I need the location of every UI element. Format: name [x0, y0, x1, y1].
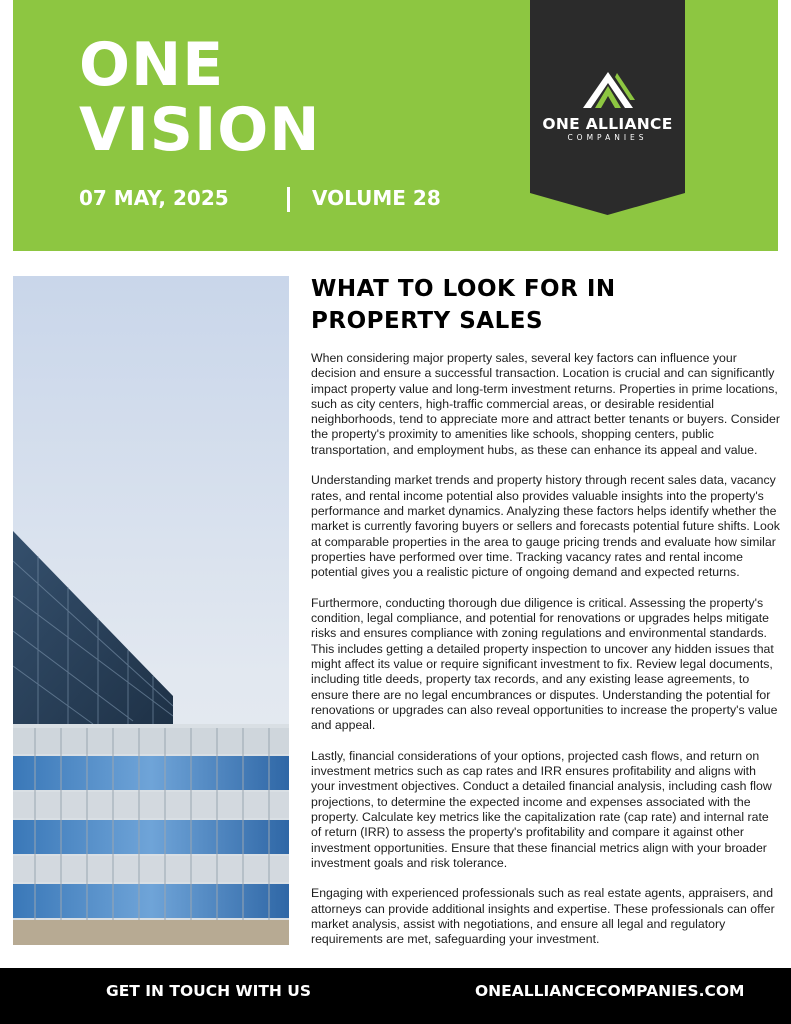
footer-bar	[0, 968, 791, 1024]
article-paragraph: When considering major property sales, several key factors can influence your decision and ensure a successful transaction. Location is crucial and can significantly impact property value and long-term investment returns. Properties in prime locations, such as city centers, high-traffic commercial areas, or desirable residential neighborhoods, tend to appreciate more and attract better tenants or buyers. Consider the property's proximity to amenities like schools, shopping centers, public transportation, and employment hubs, as these can enhance its appeal and value.	[311, 351, 780, 457]
issue-volume: VOLUME 28	[312, 186, 441, 210]
website-link[interactable]: ONEALLIANCECOMPANIES.COM	[475, 982, 745, 1000]
logo-name: ONE ALLIANCE	[542, 115, 673, 133]
article-paragraph: Understanding market trends and property history through recent sales data, vacancy rates, and rental income potential also provides valuable insights into the property's performance and market dynamics. Analyzing these factors helps identify whether the market is currently favoring buyers or sellers and forecasts potential future shifts. Look at comparable properties in the area to gauge pricing trends and evaluate how similar properties have performed over time. Tracking vacancy rates and rental income potential gives you a realistic picture of ongoing demand and expected returns.	[311, 473, 780, 580]
article-title-line2: PROPERTY SALES	[311, 308, 544, 334]
article-body	[311, 351, 781, 963]
roof-chevron-icon	[577, 70, 639, 110]
article-paragraph: Furthermore, conducting thorough due diligence is critical. Assessing the property's condition, legal compliance, and potential for renovations or upgrades helps mitigate risks and ensures compliance with zoning regulations and environmental standards. This includes getting a detailed property inspection to uncover any hidden issues that might affect its value or require significant investment to fix. Review legal documents, including title deeds, property tax records, and any existing lease agreements, to ensure there are no legal encumbrances or disputes. Understanding the potential for renovations or upgrades can also reveal opportunities to increase the property's value and appeal.	[311, 595, 778, 733]
header-divider	[287, 187, 290, 212]
logo-subtitle: COMPANIES	[567, 133, 648, 142]
building-photo	[13, 276, 289, 945]
article-paragraph: Lastly, financial considerations of your options, projected cash flows, and return on investment metrics such as cap rates and IRR ensures profitability and aligns with your investment objectives. Conduct a detailed financial analysis, including cash flow projections, to determine the expected income and expenses associated with the property. Calculate key metrics like the capitalization rate (cap rate) and internal rate of return (IRR) to assess the property's profitability and compare it against other investment opportunities. Ensure that these financial metrics align with your broader investment goals and risk tolerance.	[311, 748, 772, 870]
article-paragraph: Engaging with experienced professionals such as real estate agents, appraisers, and attorneys can provide additional insights and expertise. These professionals can offer market analysis, assist with negotiations, and ensure all legal and regulatory requirements are met, safeguarding your investment.	[311, 886, 775, 947]
newsletter-title-line1: ONE	[79, 30, 225, 100]
logo-badge	[530, 0, 685, 215]
issue-date: 07 MAY, 2025	[79, 186, 229, 210]
article-title-line1: WHAT TO LOOK FOR IN	[311, 276, 616, 302]
newsletter-title-line2: VISION	[79, 95, 321, 165]
contact-cta-link[interactable]: GET IN TOUCH WITH US	[106, 982, 312, 1000]
article-title	[311, 273, 771, 337]
